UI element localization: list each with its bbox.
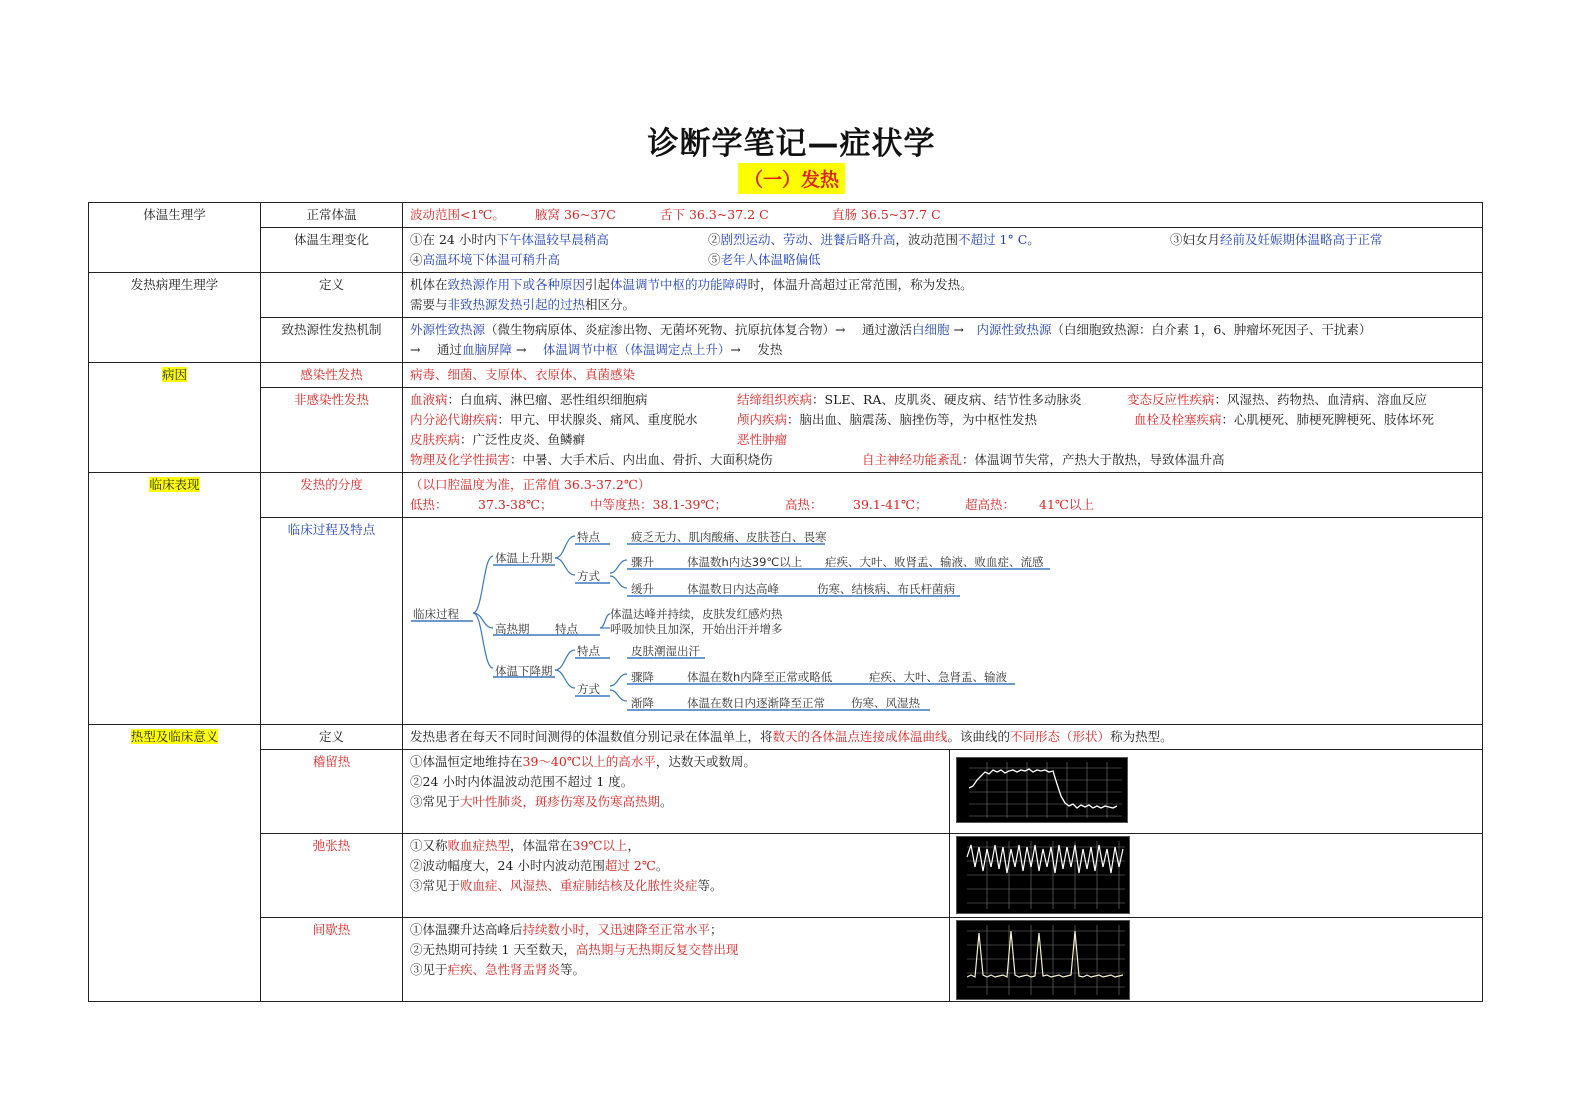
- content-text: 。: [655, 858, 669, 873]
- mindmap-node: 方式: [577, 569, 600, 583]
- content-text: →: [511, 342, 543, 357]
- content-text: ：白血病、淋巴瘤、恶性组织细胞病: [447, 392, 648, 407]
- content-text: 体温调节中枢的功能障碍: [610, 277, 748, 292]
- content-text: 39～40℃以上的高水平: [522, 754, 656, 769]
- table-row: [89, 273, 1483, 318]
- section-subtitle: （一）发热: [738, 163, 845, 194]
- content-text: 。该曲线的: [947, 729, 1011, 744]
- sustained-fever-chart: [956, 757, 1128, 823]
- content-text: 物理及化学性损害: [410, 452, 511, 467]
- content-text: ：广泛性皮炎、鱼鳞癣: [460, 432, 586, 447]
- mindmap-node: 皮肤潮湿出汗: [631, 644, 700, 658]
- subcategory-cell: 稽留热: [261, 750, 403, 834]
- content-text: ③常见于: [410, 878, 461, 893]
- content-text: （以口腔温度为准，正常值 36.3-37.2℃）: [410, 477, 651, 492]
- content-text: 超高热：: [965, 497, 1016, 512]
- table-row: [89, 363, 1483, 388]
- content-text: ③常见于: [410, 794, 461, 809]
- subcategory-cell: 弛张热: [261, 834, 403, 918]
- content-text: 直肠 36.5~37.7 C: [832, 207, 941, 222]
- table-row: [89, 834, 1483, 918]
- content-text: 发热患者在每天不同时间测得的体温数值分别记录在体温单上，将: [410, 729, 773, 744]
- mindmap-node: 伤寒、结核病、布氏杆菌病: [817, 582, 955, 596]
- content-text: ：甲亢、甲状腺炎、痛风、重度脱水: [497, 412, 698, 427]
- content-text: 皮肤疾病: [410, 432, 461, 447]
- content-text: 高热期与无热期反复交替出现: [575, 942, 739, 957]
- content-text: 需要与: [410, 297, 448, 312]
- content-text: 大叶性肺炎，斑疹伤寒及伤寒高热期: [460, 794, 661, 809]
- content-text: 疟疾、急性肾盂肾炎: [447, 962, 561, 977]
- mindmap-node: 伤寒、风湿热: [851, 696, 920, 710]
- content-text: ：心肌梗死、肺梗死脾梗死、肢体坏死: [1221, 412, 1435, 427]
- content-text: 血液病: [410, 392, 448, 407]
- content-text: 败血症、风湿热、重症肺结核及化脓性炎症: [460, 878, 698, 893]
- notes-table: [88, 202, 1483, 1002]
- content-cell: [403, 918, 1483, 1002]
- content-text: ①在 24 小时内: [410, 232, 497, 247]
- mindmap-node: 疟疾、大叶、败肾盂、输液、败血症、流感: [825, 555, 1044, 569]
- content-text: 相区分。: [585, 297, 636, 312]
- content-text: ：体温调节失常，产热大于散热，导致体温升高: [962, 452, 1225, 467]
- mindmap-node: 体温上升期: [495, 551, 553, 565]
- content-text: ，达数天或数周。: [655, 754, 756, 769]
- content-cell: [403, 318, 1483, 363]
- remittent-fever-chart: [956, 836, 1130, 914]
- mindmap-node: 渐降: [631, 696, 654, 710]
- content-text: 37.3-38℃；: [478, 497, 553, 512]
- content-text: 高温环境下体温可稍升高: [422, 252, 561, 267]
- mindmap-node: 体温在数h内降至正常或略低: [687, 670, 833, 684]
- content-text: 致热源作用下或各种原因: [447, 277, 586, 292]
- category-cell: [89, 473, 261, 725]
- mindmap-node: 高热期: [495, 622, 530, 636]
- table-row: [89, 388, 1483, 473]
- content-text: →: [949, 322, 977, 337]
- table-row: [89, 725, 1483, 750]
- mindmap-node: 体温数h内达39℃以上: [687, 555, 803, 569]
- content-text: 低热：: [410, 497, 448, 512]
- intermittent-fever-chart: [956, 920, 1130, 1000]
- content-cell: [403, 518, 1483, 725]
- content-text: 下午体温较早晨稍高: [496, 232, 609, 247]
- content-text: 机体在: [410, 277, 448, 292]
- mindmap-node: 体温数日内达高峰: [687, 582, 779, 596]
- content-cell: [403, 750, 1483, 834]
- content-text: 颅内疾病: [737, 412, 788, 427]
- content-text: 自主神经功能紊乱: [862, 452, 963, 467]
- content-cell: 病毒、细菌、支原体、衣原体、真菌感染: [403, 363, 1483, 388]
- content-text: 高热：: [785, 497, 823, 512]
- content-text: 变态反应性疾病: [1127, 392, 1215, 407]
- category-cell: [89, 363, 261, 473]
- content-text: 结缔组织疾病: [737, 392, 813, 407]
- content-text: 败血症热型: [447, 838, 511, 853]
- table-row: [89, 473, 1483, 518]
- content-text: 39℃以上: [572, 838, 628, 853]
- category-label: 病因: [161, 367, 187, 382]
- table-row: [89, 918, 1483, 1002]
- mindmap-node: 特点: [577, 530, 600, 544]
- content-text: ，波动范围: [895, 232, 959, 247]
- content-text: 中等度热：38.1-39℃；: [590, 497, 727, 512]
- content-cell: [403, 473, 1483, 518]
- content-text: 超过 2℃: [604, 858, 656, 873]
- content-text: ，: [627, 838, 640, 853]
- content-text: 内源性致热源: [976, 322, 1052, 337]
- mindmap-node: 体温达峰并持续，皮肤发红感灼热: [610, 607, 783, 621]
- content-text: 持续数小时，又迅速降至正常水平: [522, 922, 711, 937]
- subcategory-cell: 非感染性发热: [261, 388, 403, 473]
- content-text: → 发热: [730, 342, 783, 357]
- mindmap-node: 疲乏无力、肌肉酸痛、皮肤苍白、畏寒: [631, 530, 827, 544]
- content-text: 时，体温升高超过正常范围，称为发热。: [747, 277, 973, 292]
- content-text: ：中暑、大手术后、内出血、骨折、大面积烧伤: [510, 452, 773, 467]
- content-text: ②: [708, 232, 721, 247]
- table-row: [89, 318, 1483, 363]
- content-text: ，体温常在: [510, 838, 573, 853]
- content-cell: [403, 228, 1483, 273]
- content-text: 数天的各体温点连接成体温曲线: [772, 729, 948, 744]
- category-cell: 发热病理生理学: [89, 273, 261, 363]
- content-text: ②24 小时内体温波动范围不超过 1 度。: [410, 774, 634, 789]
- content-text: 引起: [585, 277, 611, 292]
- content-text: ②波动幅度大，24 小时内波动范围: [410, 858, 605, 873]
- subcategory-cell: 定义: [261, 273, 403, 318]
- mindmap-node: 方式: [577, 682, 600, 696]
- content-text: 经前及妊娠期体温略高于正常: [1220, 232, 1383, 247]
- content-text: → 通过: [410, 342, 462, 357]
- content-text: ①又称: [410, 838, 448, 853]
- clinical-course-mindmap: [405, 518, 1065, 718]
- content-cell: [403, 725, 1483, 750]
- category-cell: 体温生理学: [89, 203, 261, 273]
- category-label: 临床表现: [149, 477, 200, 492]
- content-text: 称为热型。: [1110, 729, 1173, 744]
- content-text: 老年人体温略偏低: [720, 252, 821, 267]
- table-row: [89, 518, 1483, 725]
- content-text: 恶性肿瘤: [737, 432, 788, 447]
- content-text: ③见于: [410, 962, 448, 977]
- subcategory-cell: 发热的分度: [261, 473, 403, 518]
- mindmap-node: 缓升: [631, 582, 654, 596]
- category-label: 热型及临床意义: [130, 729, 219, 744]
- subcategory-cell: 体温生理变化: [261, 228, 403, 273]
- page-title: 诊断学笔记—症状学: [647, 126, 936, 162]
- subcategory-cell: 定义: [261, 725, 403, 750]
- content-text: 舌下 36.3~37.2 C: [660, 207, 769, 222]
- content-text: 41℃以上: [1039, 497, 1094, 512]
- content-cell: [403, 203, 1483, 228]
- content-text: 。: [660, 794, 673, 809]
- content-text: 等。: [697, 878, 723, 893]
- mindmap-node: 特点: [555, 622, 578, 636]
- content-text: ①体温恒定地维持在: [410, 754, 523, 769]
- content-text: ；: [710, 922, 723, 937]
- subcategory-cell: 感染性发热: [261, 363, 403, 388]
- content-text: 内分泌代谢疾病: [410, 412, 498, 427]
- subcategory-cell: 临床过程及特点: [261, 518, 403, 725]
- content-text: 等。: [560, 962, 586, 977]
- content-text: 外源性致热源: [410, 322, 486, 337]
- table-row: [89, 203, 1483, 228]
- content-text: ⑤: [708, 252, 721, 267]
- content-text: 白细胞: [911, 322, 950, 337]
- mindmap-node: 特点: [577, 644, 600, 658]
- content-text: （微生物病原体、炎症渗出物、无菌坏死物、抗原抗体复合物）→ 通过激活: [485, 322, 912, 337]
- content-text: 不超过 1° C: [958, 232, 1028, 247]
- table-row: [89, 750, 1483, 834]
- content-text: 波动范围<1℃。: [410, 207, 505, 222]
- subcategory-cell: 正常体温: [261, 203, 403, 228]
- content-text: 39.1-41℃；: [853, 497, 928, 512]
- content-text: ②无热期可持续 1 天至数天，: [410, 942, 576, 957]
- content-text: ：SLE、RA、皮肌炎、硬皮病、结节性多动脉炎: [812, 392, 1082, 407]
- content-text: ①体温骤升达高峰后: [410, 922, 523, 937]
- content-text: 血脑屏障: [461, 342, 512, 357]
- content-text: 不同形态（形状）: [1010, 729, 1111, 744]
- content-text: （白细胞致热源：白介素 1，6、肿瘤坏死因子、干扰素）: [1051, 322, 1372, 337]
- content-cell: [403, 834, 1483, 918]
- content-cell: [403, 388, 1483, 473]
- content-text: ④: [410, 252, 423, 267]
- table-row: [89, 228, 1483, 273]
- content-text: ：脑出血、脑震荡、脑挫伤等，为中枢性发热: [787, 412, 1038, 427]
- content-text: ③妇女月: [1170, 232, 1221, 247]
- mindmap-node: 体温下降期: [495, 664, 553, 678]
- subcategory-cell: 致热源性发热机制: [261, 318, 403, 363]
- mindmap-node: 骤降: [631, 670, 654, 684]
- content-text: 腋窝 36~37C: [535, 207, 616, 222]
- mindmap-node: 临床过程: [413, 607, 459, 621]
- content-cell: [403, 273, 1483, 318]
- category-cell: [89, 725, 261, 1002]
- content-text: 血栓及栓塞疾病: [1134, 412, 1222, 427]
- subcategory-cell: 间歇热: [261, 918, 403, 1002]
- mindmap-node: 疟疾、大叶、急肾盂、输液: [869, 670, 1007, 684]
- mindmap-node: 体温在数日内逐渐降至正常: [687, 696, 825, 710]
- mindmap-node: 呼吸加快且加深，开始出汗并增多: [610, 622, 783, 636]
- content-text: 。: [1027, 232, 1040, 247]
- content-text: 体温调节中枢（体温调定点上升）: [542, 342, 731, 357]
- content-text: 非致热源发热引起的过热: [447, 297, 586, 312]
- mindmap-node: 骤升: [631, 555, 654, 569]
- content-text: ：风湿热、药物热、血清病、溶血反应: [1214, 392, 1428, 407]
- content-text: 剧烈运动、劳动、进餐后略升高: [720, 232, 896, 247]
- subtitle-wrap: [0, 163, 1583, 194]
